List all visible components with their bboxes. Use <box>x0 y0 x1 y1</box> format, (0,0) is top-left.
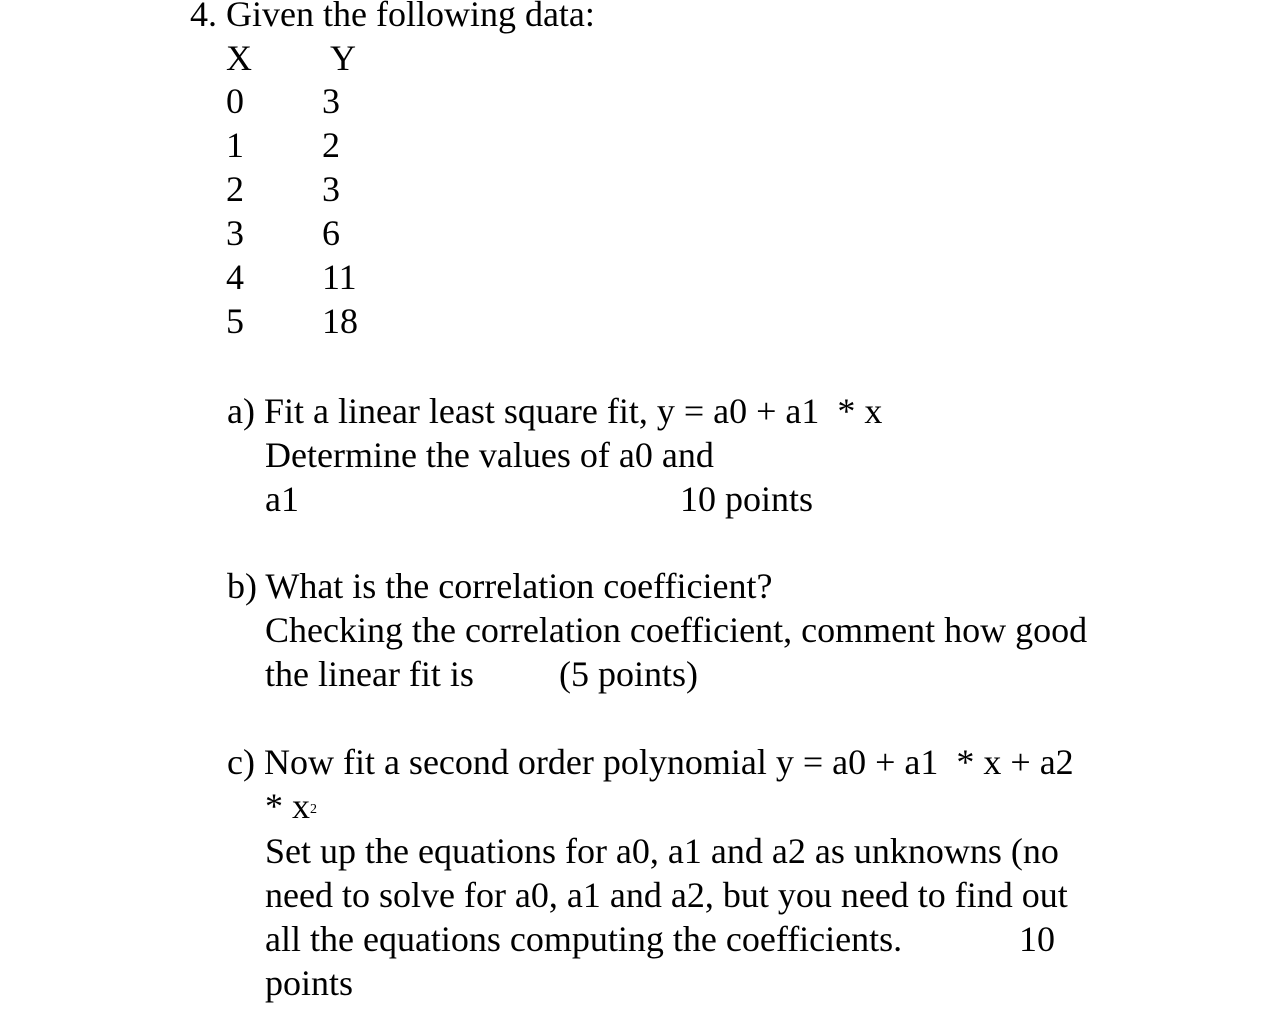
part-c-exponent: 2 <box>310 802 317 817</box>
part-c-line5: all the equations computing the coefficients. <box>265 919 903 959</box>
part-c-line1: c) Now fit a second order polynomial y = a0 + a1 * x + a2 <box>227 742 1074 782</box>
table-cell-y: 3 <box>322 81 340 121</box>
part-c-line2-text: * x <box>265 786 310 826</box>
part-b-line2: Checking the correlation coefficient, comment how good <box>265 610 1088 650</box>
part-c-line2 <box>265 784 317 828</box>
part-b-line3: the linear fit is <box>265 654 474 694</box>
part-a-points: 10 points <box>680 479 814 519</box>
part-c-points-word: points <box>265 963 354 1003</box>
part-c-line3: Set up the equations for a0, a1 and a2 as unknowns (no <box>265 831 1059 871</box>
table-cell-y: 18 <box>322 301 358 341</box>
question-heading: 4. Given the following data: <box>190 0 595 34</box>
table-cell-x: 1 <box>226 125 244 165</box>
part-b-line1: b) What is the correlation coefficient? <box>227 566 773 606</box>
table-header-x: X <box>226 38 252 78</box>
part-a-line1: a) Fit a linear least square fit, y = a0 + a1 * x <box>227 391 883 431</box>
table-cell-y: 2 <box>322 125 340 165</box>
part-a-line3: a1 <box>265 479 299 519</box>
part-a-line2: Determine the values of a0 and <box>265 435 714 475</box>
part-c-line4: need to solve for a0, a1 and a2, but you need to find out <box>265 875 1068 915</box>
table-cell-x: 5 <box>226 301 244 341</box>
table-cell-y: 3 <box>322 169 340 209</box>
table-cell-x: 2 <box>226 169 244 209</box>
part-b-points: (5 points) <box>559 654 698 694</box>
table-cell-y: 6 <box>322 213 340 253</box>
part-c-points-value: 10 <box>1019 919 1055 959</box>
table-cell-x: 0 <box>226 81 244 121</box>
table-cell-x: 4 <box>226 257 244 297</box>
table-cell-x: 3 <box>226 213 244 253</box>
table-cell-y: 11 <box>322 257 357 297</box>
table-header-y: Y <box>330 38 356 78</box>
